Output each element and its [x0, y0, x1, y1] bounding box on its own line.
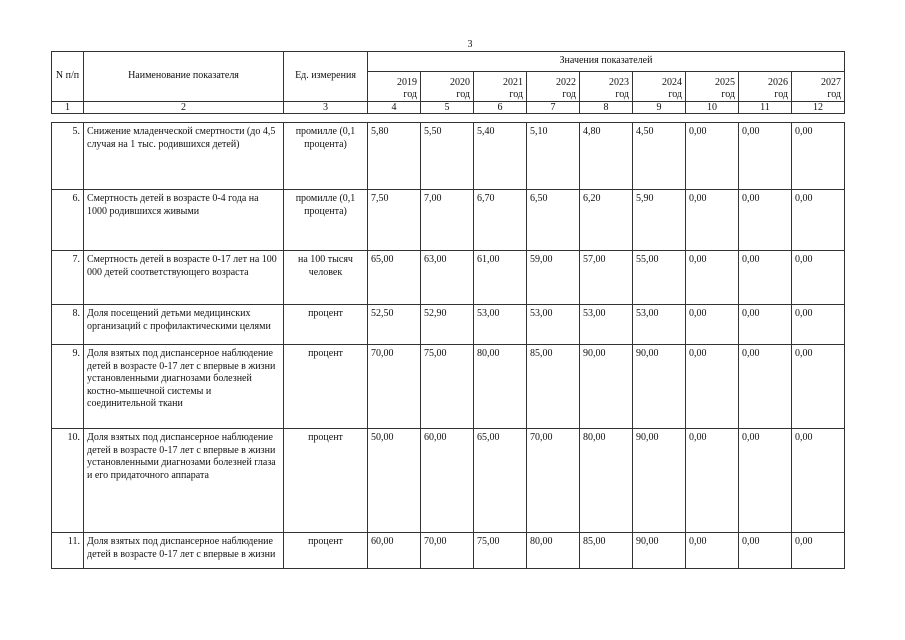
indicator-value: 0,00 — [686, 123, 739, 190]
indicator-value: 53,00 — [580, 305, 633, 345]
indicator-value: 0,00 — [792, 123, 845, 190]
indicator-value: 5,90 — [633, 190, 686, 251]
indicator-value: 0,00 — [686, 533, 739, 569]
indicator-value: 55,00 — [633, 251, 686, 305]
header-year-value: 2025 — [715, 77, 735, 88]
indicator-value: 0,00 — [739, 251, 792, 305]
indicator-value: 6,20 — [580, 190, 633, 251]
indicator-value: 53,00 — [474, 305, 527, 345]
header-year-value: 2021 — [503, 77, 523, 88]
column-number: 11 — [739, 102, 792, 114]
column-number: 8 — [580, 102, 633, 114]
indicator-value: 53,00 — [527, 305, 580, 345]
indicator-value: 0,00 — [792, 533, 845, 569]
column-number: 12 — [792, 102, 845, 114]
indicator-name: Доля взятых под диспансерное наблюдение детей в возрасте 0-17 лет с впервые в жизни — [84, 533, 284, 569]
indicator-value: 53,00 — [633, 305, 686, 345]
header-year-suffix: год — [403, 88, 417, 100]
header-year — [739, 72, 792, 102]
indicator-value: 0,00 — [686, 429, 739, 533]
header-year — [527, 72, 580, 102]
indicator-value: 63,00 — [421, 251, 474, 305]
indicator-value: 0,00 — [686, 190, 739, 251]
indicator-value: 70,00 — [421, 533, 474, 569]
column-number: 3 — [284, 102, 368, 114]
indicator-name: Смертность детей в возрасте 0-17 лет на 100 000 детей соответствующего возраста — [84, 251, 284, 305]
indicator-value: 5,50 — [421, 123, 474, 190]
unit-of-measure: промилле (0,1 процента) — [284, 190, 368, 251]
header-year-value: 2026 — [768, 77, 788, 88]
row-number: 11. — [52, 533, 84, 569]
header-values: Значения показателей — [368, 52, 845, 72]
table-row — [52, 305, 845, 345]
indicator-value: 0,00 — [739, 305, 792, 345]
table-row — [52, 251, 845, 305]
row-number: 5. — [52, 123, 84, 190]
header-year-value: 2022 — [556, 77, 576, 88]
table-row — [52, 533, 845, 569]
column-number: 4 — [368, 102, 421, 114]
header-year-value: 2027 — [821, 77, 841, 88]
header-no: N п/п — [52, 52, 84, 102]
header-year — [686, 72, 739, 102]
header-year-suffix: год — [668, 88, 682, 100]
header-year-value: 2024 — [662, 77, 682, 88]
indicator-value: 0,00 — [792, 305, 845, 345]
header-unit: Ед. измерения — [284, 52, 368, 102]
indicator-name: Снижение младенческой смертности (до 4,5 случая на 1 тыс. родившихся детей) — [84, 123, 284, 190]
header-year-suffix: год — [562, 88, 576, 100]
indicator-value: 59,00 — [527, 251, 580, 305]
indicator-value: 65,00 — [368, 251, 421, 305]
indicator-value: 7,00 — [421, 190, 474, 251]
indicator-value: 0,00 — [792, 345, 845, 429]
header-year — [580, 72, 633, 102]
indicator-value: 5,10 — [527, 123, 580, 190]
indicator-value: 0,00 — [739, 190, 792, 251]
unit-of-measure: на 100 тысяч человек — [284, 251, 368, 305]
column-number: 7 — [527, 102, 580, 114]
header-year — [633, 72, 686, 102]
row-number: 7. — [52, 251, 84, 305]
column-number: 6 — [474, 102, 527, 114]
indicator-value: 90,00 — [633, 345, 686, 429]
indicator-value: 0,00 — [739, 533, 792, 569]
indicator-value: 5,80 — [368, 123, 421, 190]
column-number: 2 — [84, 102, 284, 114]
indicator-value: 90,00 — [580, 345, 633, 429]
indicators-table — [51, 122, 845, 569]
indicator-name: Доля посещений детьми медицинских организаций с профилактическими целями — [84, 305, 284, 345]
page-number: 3 — [467, 39, 473, 50]
indicator-value: 80,00 — [580, 429, 633, 533]
indicator-value: 0,00 — [739, 429, 792, 533]
indicator-value: 0,00 — [686, 345, 739, 429]
indicator-value: 90,00 — [633, 429, 686, 533]
indicator-value: 50,00 — [368, 429, 421, 533]
header-year-value: 2019 — [397, 77, 417, 88]
indicator-value: 0,00 — [739, 345, 792, 429]
indicator-name: Доля взятых под диспансерное наблюдение детей в возрасте 0-17 лет с впервые в жизни установленными диагнозами болезней костно-мышечной системы и соединительной ткани — [84, 345, 284, 429]
indicator-value: 0,00 — [792, 190, 845, 251]
header-year-value: 2023 — [609, 77, 629, 88]
unit-of-measure: процент — [284, 345, 368, 429]
indicator-value: 7,50 — [368, 190, 421, 251]
indicator-value: 85,00 — [527, 345, 580, 429]
header-year-suffix: год — [456, 88, 470, 100]
column-number: 10 — [686, 102, 739, 114]
table-row — [52, 429, 845, 533]
header-name: Наименование показателя — [84, 52, 284, 102]
table-row — [52, 123, 845, 190]
indicator-value: 6,50 — [527, 190, 580, 251]
row-number: 10. — [52, 429, 84, 533]
indicator-value: 4,80 — [580, 123, 633, 190]
indicator-value: 52,90 — [421, 305, 474, 345]
header-year-suffix: год — [774, 88, 788, 100]
header-year — [368, 72, 421, 102]
indicator-value: 6,70 — [474, 190, 527, 251]
indicator-value: 75,00 — [474, 533, 527, 569]
indicator-name: Смертность детей в возрасте 0-4 года на 1000 родившихся живыми — [84, 190, 284, 251]
header-year-suffix: год — [615, 88, 629, 100]
table-row — [52, 190, 845, 251]
indicator-value: 90,00 — [633, 533, 686, 569]
row-number: 6. — [52, 190, 84, 251]
row-number: 9. — [52, 345, 84, 429]
indicator-value: 60,00 — [421, 429, 474, 533]
unit-of-measure: процент — [284, 429, 368, 533]
table-header — [51, 51, 845, 114]
indicator-value: 80,00 — [527, 533, 580, 569]
indicator-value: 0,00 — [792, 251, 845, 305]
header-year-suffix: год — [827, 88, 841, 100]
indicator-value: 0,00 — [792, 429, 845, 533]
column-number: 9 — [633, 102, 686, 114]
indicator-value: 65,00 — [474, 429, 527, 533]
table-row — [52, 345, 845, 429]
indicator-value: 70,00 — [368, 345, 421, 429]
column-number: 5 — [421, 102, 474, 114]
indicator-value: 0,00 — [686, 305, 739, 345]
header-year — [792, 72, 845, 102]
unit-of-measure: процент — [284, 533, 368, 569]
indicator-value: 5,40 — [474, 123, 527, 190]
header-year-value: 2020 — [450, 77, 470, 88]
indicator-value: 75,00 — [421, 345, 474, 429]
header-year — [474, 72, 527, 102]
row-number: 8. — [52, 305, 84, 345]
indicator-name: Доля взятых под диспансерное наблюдение детей в возрасте 0-17 лет с впервые в жизни установленными диагнозами болезней глаза и его придаточного аппарата — [84, 429, 284, 533]
unit-of-measure: промилле (0,1 процента) — [284, 123, 368, 190]
header-year-suffix: год — [509, 88, 523, 100]
indicator-value: 0,00 — [739, 123, 792, 190]
header-year — [421, 72, 474, 102]
indicator-value: 70,00 — [527, 429, 580, 533]
indicator-value: 80,00 — [474, 345, 527, 429]
indicator-value: 61,00 — [474, 251, 527, 305]
column-number: 1 — [52, 102, 84, 114]
indicator-value: 85,00 — [580, 533, 633, 569]
unit-of-measure: процент — [284, 305, 368, 345]
header-year-suffix: год — [721, 88, 735, 100]
indicator-value: 57,00 — [580, 251, 633, 305]
indicator-value: 52,50 — [368, 305, 421, 345]
indicator-value: 4,50 — [633, 123, 686, 190]
indicator-value: 60,00 — [368, 533, 421, 569]
indicator-value: 0,00 — [686, 251, 739, 305]
